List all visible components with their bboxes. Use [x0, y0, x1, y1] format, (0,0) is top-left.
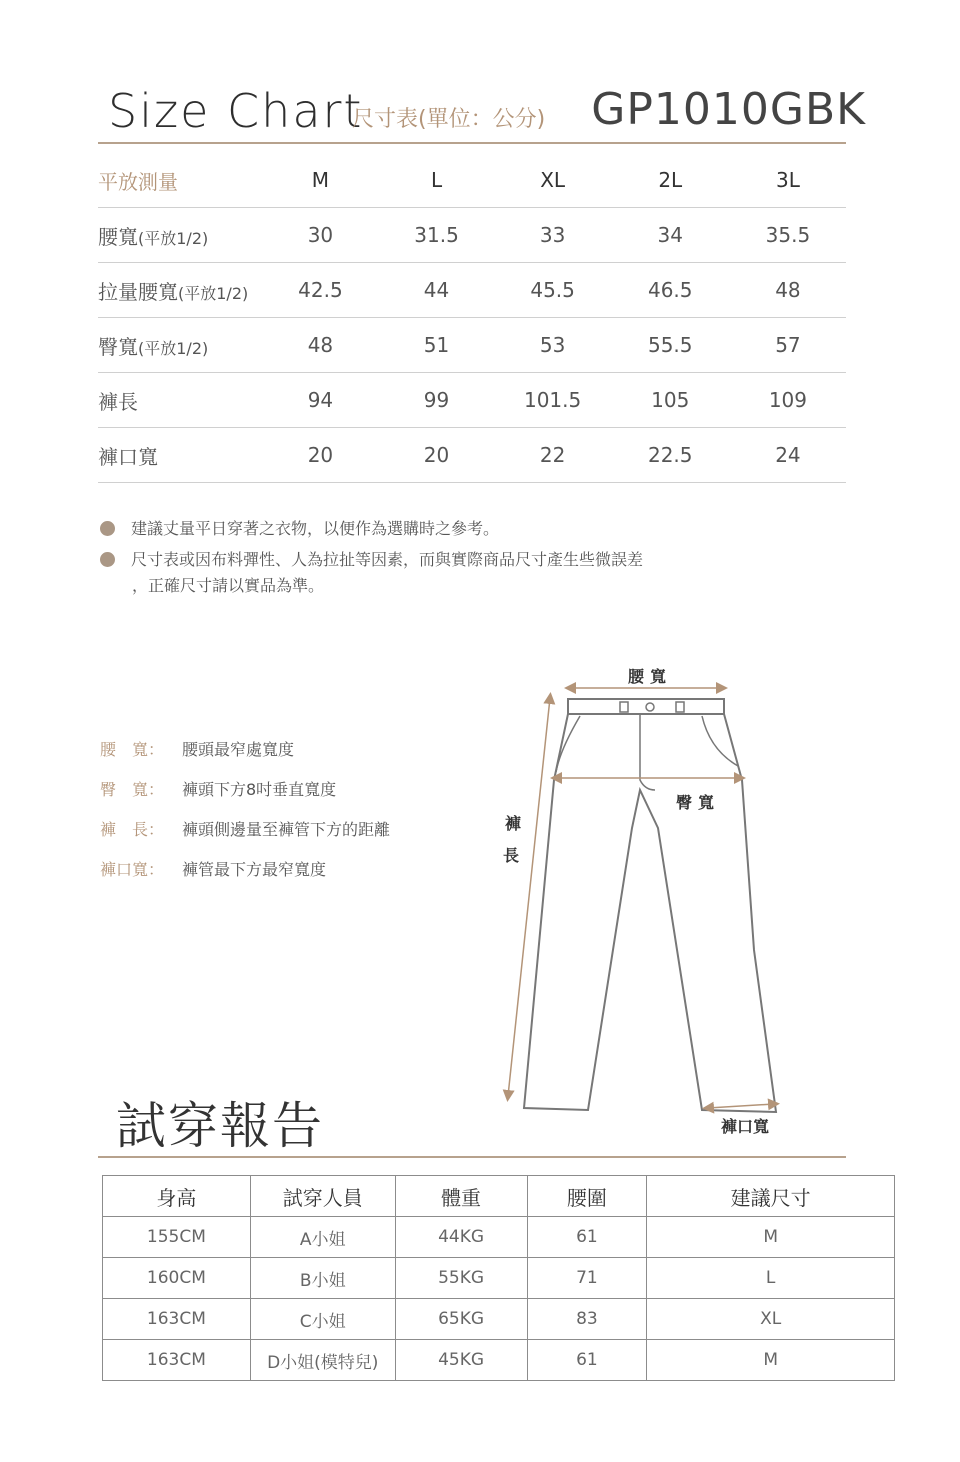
table-row [98, 428, 846, 483]
cell-value: 22.5 [611, 428, 730, 483]
cell-value: 109 [730, 373, 846, 428]
note-item: 建議丈量平日穿著之衣物，以便作為選購時之參考。 [100, 516, 499, 539]
cell-value: C小姐 [250, 1299, 395, 1340]
cell-value: 44KG [395, 1217, 527, 1258]
cell-value: D小姐(模特兒) [250, 1340, 395, 1381]
cell-value: 55KG [395, 1258, 527, 1299]
size-col-header: 3L [730, 153, 846, 208]
hem-arrow [708, 1104, 774, 1108]
cell-value: 48 [262, 318, 378, 373]
table-row [98, 263, 846, 318]
cell-value: 20 [262, 428, 378, 483]
tryon-title: 試穿報告 [116, 1097, 324, 1155]
definition-row: 褲 長： 褲頭側邊量至褲管下方的距離 [100, 819, 391, 839]
column-header: 腰圍 [527, 1176, 647, 1217]
measure-header: 平放測量 [98, 153, 262, 208]
product-code: GP1010GBK [591, 84, 866, 135]
column-header: 體重 [395, 1176, 527, 1217]
cell-value: M [647, 1340, 895, 1381]
row-label: 腰寬(平放1/2) [98, 208, 262, 263]
cell-value: 22 [495, 428, 611, 483]
tryon-header-row [103, 1176, 895, 1217]
row-label: 拉量腰寬(平放1/2) [98, 263, 262, 318]
cell-value: 105 [611, 373, 730, 428]
cell-value: 55.5 [611, 318, 730, 373]
cell-value: 45.5 [495, 263, 611, 318]
tryon-divider [98, 1156, 846, 1158]
cell-value: 46.5 [611, 263, 730, 318]
cell-value: 160CM [103, 1258, 251, 1299]
length-label-1: 褲 [505, 814, 528, 833]
cell-value: 57 [730, 318, 846, 373]
cell-value: 35.5 [730, 208, 846, 263]
cell-value: 44 [378, 263, 494, 318]
cell-value: 61 [527, 1340, 647, 1381]
cell-value: 163CM [103, 1340, 251, 1381]
table-row [103, 1258, 895, 1299]
cell-value: M [647, 1217, 895, 1258]
table-row [98, 208, 846, 263]
cell-value: 24 [730, 428, 846, 483]
tryon-table [102, 1175, 895, 1381]
unit-subtitle: 尺寸表(單位：公分) [352, 107, 546, 132]
pants-diagram [490, 650, 810, 1140]
hip-label: 臀寬 [676, 793, 721, 812]
bullet-dot-icon [100, 521, 115, 536]
column-header: 建議尺寸 [647, 1176, 895, 1217]
note-item: 尺寸表或因布料彈性、人為拉扯等因素，而與實際商品尺寸產生些微誤差 ，正確尺寸請以實品為準。 [100, 547, 643, 596]
bullet-dot-icon [100, 552, 115, 567]
column-header: 試穿人員 [250, 1176, 395, 1217]
cell-value: 83 [527, 1299, 647, 1340]
row-label: 褲長 [98, 373, 262, 428]
cell-value: 71 [527, 1258, 647, 1299]
cell-value: 94 [262, 373, 378, 428]
definition-row: 腰 寬： 腰頭最窄處寬度 [100, 739, 295, 759]
cell-value: 34 [611, 208, 730, 263]
table-row [103, 1299, 895, 1340]
waist-label: 腰寬 [628, 667, 673, 686]
size-table [98, 153, 846, 483]
page-title: Size Chart [108, 84, 364, 138]
cell-value: 99 [378, 373, 494, 428]
size-col-header: L [378, 153, 494, 208]
cell-value: XL [647, 1299, 895, 1340]
size-col-header: M [262, 153, 378, 208]
cell-value: 30 [262, 208, 378, 263]
table-row [103, 1217, 895, 1258]
pants-outline [524, 714, 776, 1112]
definition-row: 褲口寬： 褲管最下方最窄寬度 [100, 859, 327, 879]
cell-value: 101.5 [495, 373, 611, 428]
cell-value: 20 [378, 428, 494, 483]
cell-value: 48 [730, 263, 846, 318]
row-label: 臀寬(平放1/2) [98, 318, 262, 373]
cell-value: 61 [527, 1217, 647, 1258]
cell-value: 155CM [103, 1217, 251, 1258]
cell-value: 31.5 [378, 208, 494, 263]
column-header: 身高 [103, 1176, 251, 1217]
length-label-2: 長 [503, 846, 526, 865]
hem-label: 褲口寬 [721, 1117, 770, 1136]
table-row [98, 318, 846, 373]
cell-value: A小姐 [250, 1217, 395, 1258]
cell-value: 45KG [395, 1340, 527, 1381]
size-header-row [98, 153, 846, 208]
cell-value: B小姐 [250, 1258, 395, 1299]
definition-row: 臀 寬： 褲頭下方8吋垂直寬度 [100, 779, 337, 799]
cell-value: 163CM [103, 1299, 251, 1340]
cell-value: 51 [378, 318, 494, 373]
table-row [103, 1340, 895, 1381]
size-col-header: XL [495, 153, 611, 208]
cell-value: 33 [495, 208, 611, 263]
row-label: 褲口寬 [98, 428, 262, 483]
measure-definitions [100, 728, 390, 888]
size-col-header: 2L [611, 153, 730, 208]
table-row [98, 373, 846, 428]
cell-value: L [647, 1258, 895, 1299]
cell-value: 53 [495, 318, 611, 373]
cell-value: 65KG [395, 1299, 527, 1340]
header-divider [98, 142, 846, 144]
cell-value: 42.5 [262, 263, 378, 318]
